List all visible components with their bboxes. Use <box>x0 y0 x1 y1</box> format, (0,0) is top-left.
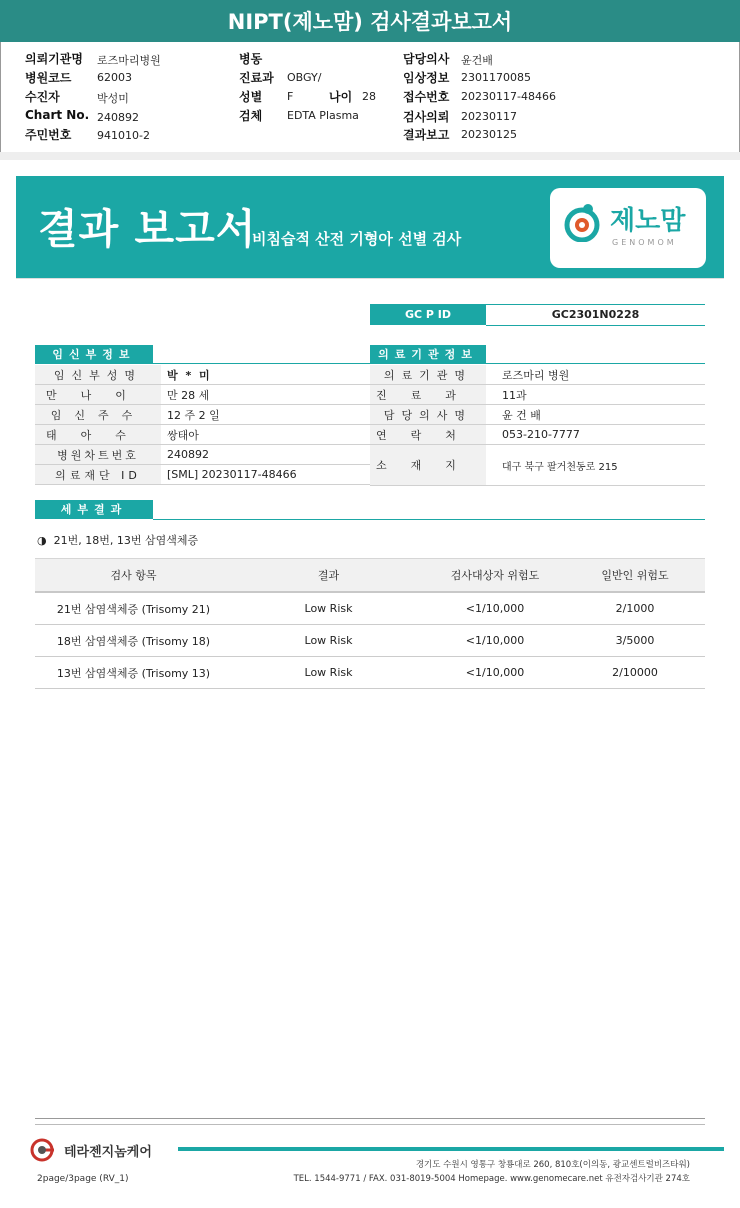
header-label: 담당의사 <box>403 52 450 66</box>
result: Low Risk <box>232 592 425 625</box>
logo-text: 제노맘 <box>610 206 686 236</box>
info-label: 의료재단 ID <box>35 465 161 485</box>
footer-accent-bar <box>178 1147 724 1151</box>
table-row <box>35 385 370 405</box>
header-label: 결과보고 <box>403 128 450 142</box>
column-header: 결과 <box>232 559 425 593</box>
info-value: 12 주 2 일 <box>161 405 370 425</box>
header-label: 의뢰기관명 <box>25 52 83 66</box>
general-risk: 2/1000 <box>565 592 705 625</box>
info-label: 의료기관명 <box>370 365 486 385</box>
institution-info-table <box>370 365 705 486</box>
info-value: 240892 <box>161 445 370 465</box>
sex-label: 성별 <box>239 90 263 104</box>
specimen-label: 검체 <box>239 109 263 123</box>
info-label: 병원차트번호 <box>35 445 161 465</box>
info-label: 임신부성명 <box>35 365 161 385</box>
header-value: 20230117 <box>461 110 517 123</box>
header-value: 20230125 <box>461 128 517 141</box>
test-item: 13번 삼염색체증 (Trisomy 13) <box>35 657 232 689</box>
gcpid-value: GC2301N0228 <box>486 304 705 326</box>
result: Low Risk <box>232 625 425 657</box>
table-row <box>35 425 370 445</box>
results-heading <box>37 532 198 548</box>
institution-info-tab: 의료기관정보 <box>370 345 486 364</box>
genomom-logo <box>550 188 706 268</box>
table-row <box>35 465 370 485</box>
age-value: 28 <box>362 90 376 103</box>
pregnant-info-tab: 임신부정보 <box>35 345 153 364</box>
divider <box>16 278 724 279</box>
column-header: 일반인 위험도 <box>565 559 705 593</box>
table-row <box>35 592 705 625</box>
age-label: 나이 <box>329 90 353 104</box>
header-value: 62003 <box>97 71 132 84</box>
results-heading-text: 21번, 18번, 13번 삼염색체증 <box>53 534 199 547</box>
report-title: NIPT(제노맘) 검사결과보고서 <box>0 0 740 42</box>
info-value: 대구 북구 팔거천동로 215 <box>486 445 705 486</box>
specimen-value: EDTA Plasma <box>287 109 359 122</box>
header-label: 병원코드 <box>25 71 72 85</box>
info-label: 담당의사명 <box>370 405 486 425</box>
table-row <box>370 405 705 425</box>
report-banner <box>16 176 724 278</box>
header-separator <box>0 152 740 160</box>
table-row <box>35 365 370 385</box>
info-label: 소재지 <box>370 445 486 486</box>
logo-subtext: GENOMOM <box>612 238 677 247</box>
table-row <box>35 405 370 425</box>
test-item: 18번 삼염색체증 (Trisomy 18) <box>35 625 232 657</box>
header-value: 941010-2 <box>97 129 150 142</box>
company-name: 테라젠지놈케어 <box>64 1145 152 1160</box>
banner-subtitle: 비침습적 산전 기형아 선별 검사 <box>252 230 462 248</box>
table-row <box>35 625 705 657</box>
info-value: 로즈마리 병원 <box>486 365 705 385</box>
results-table <box>35 558 705 689</box>
banner-title: 결과 보고서 <box>38 205 257 253</box>
general-risk: 2/10000 <box>565 657 705 689</box>
detail-results-tab: 세부결과 <box>35 500 153 519</box>
page-number: 2page/3page (RV_1) <box>37 1174 129 1184</box>
table-row <box>370 445 705 486</box>
header-label: 수진자 <box>25 90 60 104</box>
table-row <box>370 385 705 405</box>
table-header-row <box>35 559 705 593</box>
dept-label: 진료과 <box>239 71 274 85</box>
pregnant-info-table <box>35 365 370 485</box>
table-row <box>35 445 370 465</box>
info-label: 태아수 <box>35 425 161 445</box>
table-row <box>35 657 705 689</box>
info-label: 만나이 <box>35 385 161 405</box>
header-label: 검사의뢰 <box>403 110 450 124</box>
header-value: 윤건배 <box>461 54 493 67</box>
header-value: 20230117-48466 <box>461 90 556 103</box>
info-value: 만 28 세 <box>161 385 370 405</box>
info-label: 연락처 <box>370 425 486 445</box>
ward-label: 병동 <box>239 52 263 66</box>
half-circle-icon: ◑ <box>37 534 47 547</box>
header-value: 로즈마리병원 <box>97 54 161 67</box>
section-line <box>153 363 370 364</box>
info-value: 053-210-7777 <box>486 425 705 445</box>
test-item: 21번 삼염색체증 (Trisomy 21) <box>35 592 232 625</box>
info-label: 진료과 <box>370 385 486 405</box>
info-value: 윤 건 배 <box>486 405 705 425</box>
table-row <box>370 425 705 445</box>
patient-header <box>0 42 740 153</box>
gcpid-label: GC P ID <box>370 304 486 325</box>
genomom-logo-icon <box>562 202 602 242</box>
info-value: [SML] 20230117-48466 <box>161 465 370 485</box>
company-contact: TEL. 1544-9771 / FAX. 031-8019-5004 Homepage. www.genomecare.net 유전자검사기관 274호 <box>293 1174 690 1184</box>
footer-divider <box>35 1124 705 1125</box>
result: Low Risk <box>232 657 425 689</box>
info-value: 박 * 미 <box>161 365 370 385</box>
info-value: 쌍태아 <box>161 425 370 445</box>
header-value: 박성미 <box>97 92 129 105</box>
dept-value: OBGY/ <box>287 71 322 84</box>
info-label: 임신주수 <box>35 405 161 425</box>
header-label: Chart No. <box>25 108 90 122</box>
section-line <box>153 519 705 520</box>
column-header: 검사대상자 위험도 <box>425 559 565 593</box>
subject-risk: <1/10,000 <box>425 592 565 625</box>
sex-value: F <box>287 90 294 103</box>
header-label: 임상정보 <box>403 71 450 85</box>
header-label: 주민번호 <box>25 128 72 142</box>
company-address: 경기도 수원시 영통구 창룡대로 260, 810호(이의동, 광교센트럴비즈타워) <box>415 1160 690 1170</box>
general-risk: 3/5000 <box>565 625 705 657</box>
footer-divider <box>35 1118 705 1119</box>
header-label: 접수번호 <box>403 90 450 104</box>
subject-risk: <1/10,000 <box>425 657 565 689</box>
table-row <box>370 365 705 385</box>
info-value: 11과 <box>486 385 705 405</box>
column-header: 검사 항목 <box>35 559 232 593</box>
header-value: 2301170085 <box>461 71 531 84</box>
header-value: 240892 <box>97 111 139 124</box>
section-line <box>486 363 705 364</box>
subject-risk: <1/10,000 <box>425 625 565 657</box>
